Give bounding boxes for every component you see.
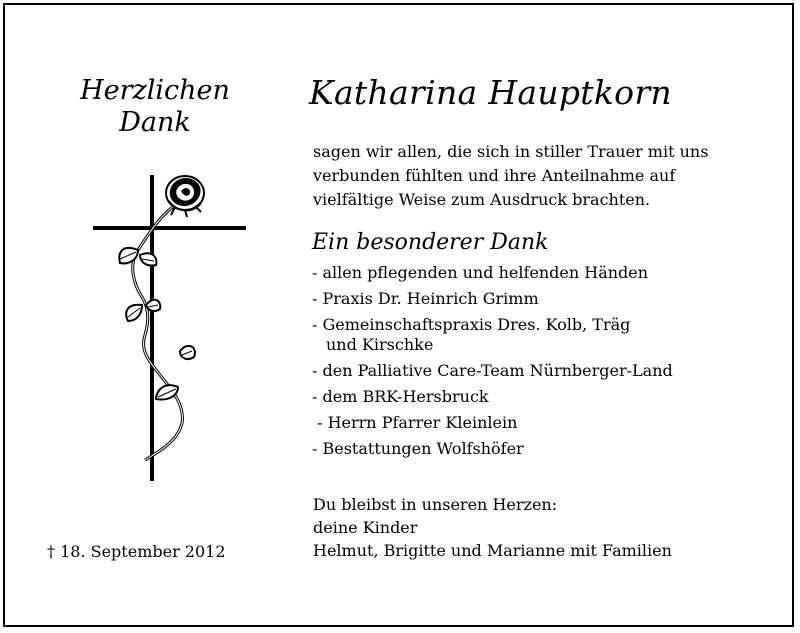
obituary-frame	[3, 3, 794, 627]
intro-text	[313, 140, 783, 212]
left-heading	[45, 75, 265, 139]
thanks-item: - Herrn Pfarrer Kleinlein	[312, 413, 518, 432]
intro-line: verbunden fühlten und ihre Anteilnahme auf	[313, 166, 676, 185]
intro-line: sagen wir allen, die sich in stiller Trauer mit uns	[313, 142, 709, 161]
left-heading-line1: Herzlichen	[80, 75, 230, 106]
left-heading-line2: Dank	[119, 107, 191, 138]
thanks-item: - Bestattungen Wolfshöfer	[312, 439, 524, 458]
thanks-item: - dem BRK-Hersbruck	[312, 387, 489, 406]
closing-line: deine Kinder	[313, 518, 418, 537]
intro-line: vielfältige Weise zum Ausdruck brachten.	[313, 190, 651, 209]
closing-line: Helmut, Brigitte und Marianne mit Familien	[313, 541, 672, 560]
closing-line: Du bleibst in unseren Herzen:	[313, 495, 558, 514]
deceased-name: Katharina Hauptkorn	[309, 73, 672, 112]
thanks-item: - den Palliative Care-Team Nürnberger-Land	[312, 361, 673, 380]
thanks-item-line: - Gemeinschaftspraxis Dres. Kolb, Träg	[312, 315, 631, 334]
thanks-item-continuation: und Kirschke	[326, 335, 434, 354]
thanks-item-multiline	[312, 315, 792, 355]
death-date: † 18. September 2012	[47, 542, 226, 561]
cross-with-rose-icon	[90, 155, 250, 485]
closing-text	[313, 493, 783, 562]
thanks-item: - Praxis Dr. Heinrich Grimm	[312, 289, 539, 308]
thanks-item: - allen pflegenden und helfenden Händen	[312, 263, 649, 282]
special-thanks-heading: Ein besonderer Dank	[312, 230, 549, 255]
special-thanks-list	[312, 263, 792, 465]
